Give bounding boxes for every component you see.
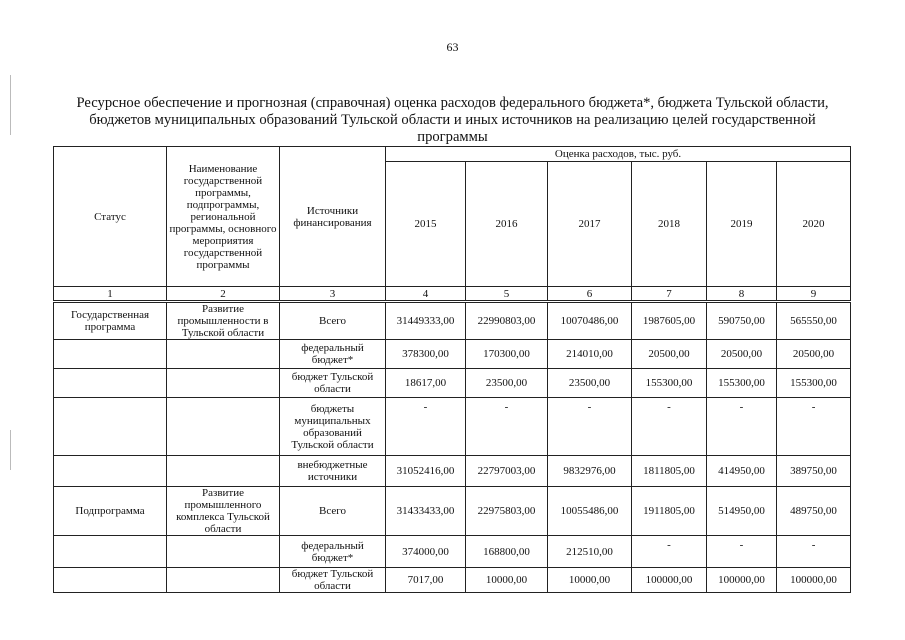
cell-value: 374000,00 (386, 536, 466, 568)
table-row (54, 302, 851, 340)
cell-value: 170300,00 (466, 340, 548, 369)
column-number: 5 (466, 287, 548, 302)
cell-status (54, 369, 167, 398)
cell-value: 100000,00 (707, 568, 777, 593)
cell-source: бюджеты муниципальных образований Тульской области (280, 398, 386, 456)
cell-program-name (167, 456, 280, 487)
cell-status (54, 456, 167, 487)
column-number: 7 (632, 287, 707, 302)
table-row (54, 456, 851, 487)
cell-value: 100000,00 (632, 568, 707, 593)
cell-value: 20500,00 (632, 340, 707, 369)
header-estimate: Оценка расходов, тыс. руб. (386, 147, 851, 162)
cell-value: - (466, 398, 548, 456)
cell-value: 1987605,00 (632, 302, 707, 340)
cell-value: 31449333,00 (386, 302, 466, 340)
cell-value: 18617,00 (386, 369, 466, 398)
cell-status: Подпрограмма (54, 487, 167, 536)
header-sources: Источники финансирования (280, 147, 386, 287)
table-row (54, 568, 851, 593)
cell-value: 378300,00 (386, 340, 466, 369)
cell-value: 155300,00 (632, 369, 707, 398)
cell-source: федеральный бюджет* (280, 340, 386, 369)
cell-value: 214010,00 (548, 340, 632, 369)
cell-value: - (777, 536, 851, 568)
scan-margin-mark (10, 75, 11, 135)
cell-value: 10055486,00 (548, 487, 632, 536)
cell-value: - (707, 398, 777, 456)
cell-value: 168800,00 (466, 536, 548, 568)
header-year: 2019 (707, 162, 777, 287)
cell-value: - (632, 398, 707, 456)
scan-margin-mark (10, 430, 11, 470)
cell-value: 590750,00 (707, 302, 777, 340)
cell-value: 22990803,00 (466, 302, 548, 340)
column-number: 9 (777, 287, 851, 302)
cell-value: 414950,00 (707, 456, 777, 487)
column-number: 6 (548, 287, 632, 302)
table-row (54, 398, 851, 456)
table-row (54, 340, 851, 369)
cell-value: 10070486,00 (548, 302, 632, 340)
cell-value: 1911805,00 (632, 487, 707, 536)
cell-status (54, 568, 167, 593)
cell-value: 20500,00 (707, 340, 777, 369)
cell-source: Всего (280, 487, 386, 536)
cell-value: - (777, 398, 851, 456)
cell-status (54, 340, 167, 369)
cell-value: 212510,00 (548, 536, 632, 568)
cell-value: 31052416,00 (386, 456, 466, 487)
cell-status (54, 398, 167, 456)
cell-source: Всего (280, 302, 386, 340)
table-row (54, 369, 851, 398)
column-number: 3 (280, 287, 386, 302)
header-year: 2018 (632, 162, 707, 287)
cell-program-name: Развитие промышленности в Тульской области (167, 302, 280, 340)
header-year: 2016 (466, 162, 548, 287)
cell-source: бюджет Тульской области (280, 568, 386, 593)
cell-value: 31433433,00 (386, 487, 466, 536)
page-number: 63 (446, 40, 459, 54)
page-title: Ресурсное обеспечение и прогнозная (справочная) оценка расходов федерального бюджета*, бюджета Тульской области, бюджетов муниципальных образований Тульской области и иных источников на реализацию целей государственной программы (76, 95, 829, 145)
column-numbers-row (54, 287, 851, 302)
table-row (54, 536, 851, 568)
cell-status (54, 536, 167, 568)
cell-status: Государственная программа (54, 302, 167, 340)
header-year: 2020 (777, 162, 851, 287)
cell-value: - (386, 398, 466, 456)
cell-value: 22975803,00 (466, 487, 548, 536)
header-program-name: Наименование государственной программы, подпрограммы, региональной программы, основного мероприятия государственной программы (167, 147, 280, 287)
cell-value: 23500,00 (466, 369, 548, 398)
header-year: 2017 (548, 162, 632, 287)
column-number: 1 (54, 287, 167, 302)
cell-source: внебюджетные источники (280, 456, 386, 487)
cell-value: 565550,00 (777, 302, 851, 340)
cell-value: 1811805,00 (632, 456, 707, 487)
cell-program-name: Развитие промышленного комплекса Тульской области (167, 487, 280, 536)
cell-value: - (632, 536, 707, 568)
cell-value: 10000,00 (548, 568, 632, 593)
cell-program-name (167, 568, 280, 593)
cell-program-name (167, 340, 280, 369)
cell-value: 514950,00 (707, 487, 777, 536)
column-number: 2 (167, 287, 280, 302)
cell-value: 155300,00 (707, 369, 777, 398)
cell-value: 22797003,00 (466, 456, 548, 487)
cell-source: бюджет Тульской области (280, 369, 386, 398)
cell-value: 9832976,00 (548, 456, 632, 487)
cell-program-name (167, 536, 280, 568)
cell-value: 20500,00 (777, 340, 851, 369)
column-number: 4 (386, 287, 466, 302)
header-status: Статус (54, 147, 167, 287)
budget-table (53, 146, 851, 593)
cell-program-name (167, 398, 280, 456)
cell-source: федеральный бюджет* (280, 536, 386, 568)
cell-value: 7017,00 (386, 568, 466, 593)
cell-value: 23500,00 (548, 369, 632, 398)
header-year: 2015 (386, 162, 466, 287)
table-row (54, 487, 851, 536)
cell-value: 489750,00 (777, 487, 851, 536)
cell-program-name (167, 369, 280, 398)
cell-value: 10000,00 (466, 568, 548, 593)
cell-value: 389750,00 (777, 456, 851, 487)
cell-value: 100000,00 (777, 568, 851, 593)
cell-value: 155300,00 (777, 369, 851, 398)
cell-value: - (707, 536, 777, 568)
cell-value: - (548, 398, 632, 456)
column-number: 8 (707, 287, 777, 302)
